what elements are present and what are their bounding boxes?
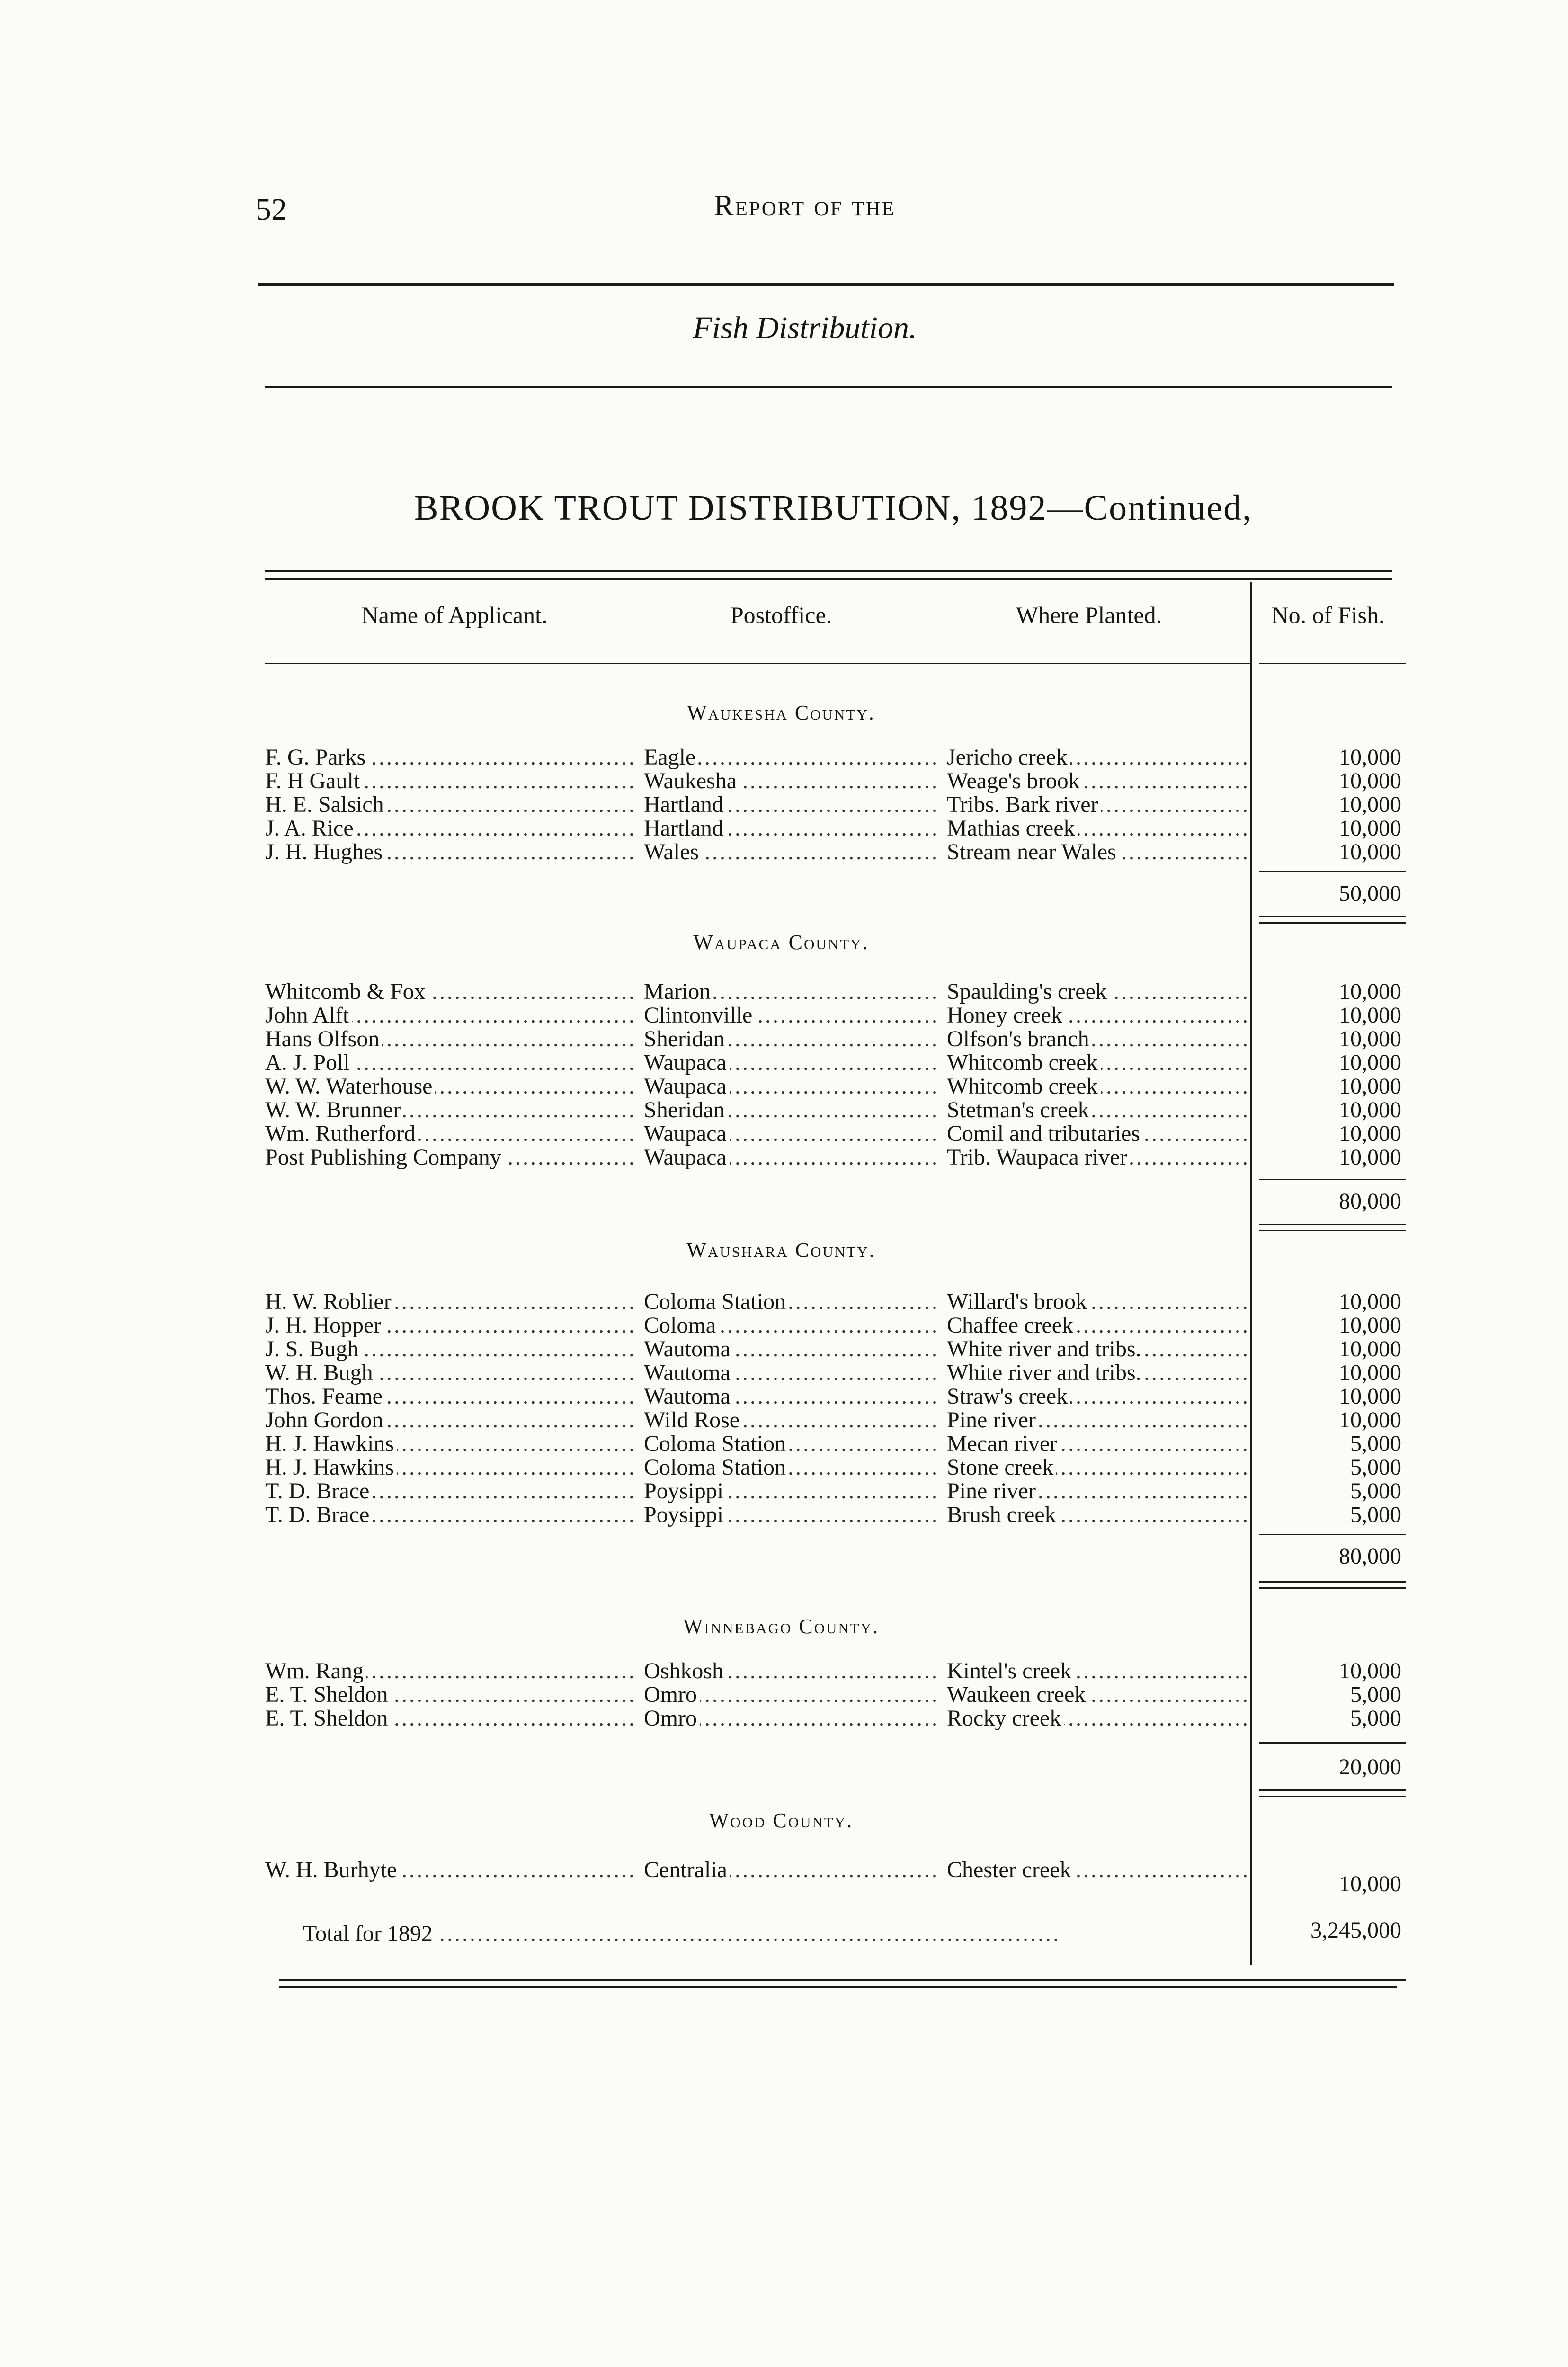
county-subtotal: 80,000 bbox=[1339, 1189, 1401, 1214]
where-planted: Weage's brook bbox=[947, 769, 1083, 793]
fish-count: 10,000 bbox=[1339, 1337, 1401, 1361]
applicant-name: T. D. Brace bbox=[265, 1503, 372, 1527]
where-planted: Whitcomb creek bbox=[947, 1075, 1101, 1098]
where-planted: Mecan river bbox=[947, 1432, 1060, 1456]
fish-count: 10,000 bbox=[1339, 1659, 1401, 1683]
where-planted: Comil and tributaries bbox=[947, 1122, 1143, 1146]
applicant-name: Wm. Rutherford bbox=[265, 1122, 418, 1146]
where-planted: Waukeen creek bbox=[947, 1683, 1088, 1707]
fish-count: 10,000 bbox=[1339, 1146, 1401, 1169]
fish-count: 10,000 bbox=[1339, 980, 1401, 1004]
postoffice: Oshkosh bbox=[644, 1659, 726, 1683]
applicant-name: J. H. Hughes bbox=[265, 840, 385, 864]
applicant-name: J. S. Bugh bbox=[265, 1337, 361, 1361]
column-header-rule-num bbox=[1259, 663, 1406, 664]
header-rule-top bbox=[258, 283, 1394, 286]
applicant-name: W. W. Waterhouse bbox=[265, 1075, 435, 1098]
where-planted: Whitcomb creek bbox=[947, 1051, 1101, 1075]
where-planted: Chester creek bbox=[947, 1858, 1074, 1882]
where-planted: Honey creek bbox=[947, 1004, 1065, 1027]
postoffice: Eagle bbox=[644, 746, 698, 769]
fish-count: 10,000 bbox=[1339, 746, 1401, 769]
postoffice: Omro bbox=[644, 1683, 700, 1707]
where-planted: White river and tribs. bbox=[947, 1361, 1144, 1385]
applicant-name: F. H Gault bbox=[265, 769, 363, 793]
where-planted: Brush creek bbox=[947, 1503, 1059, 1527]
total-label: Total for 1892 bbox=[303, 1922, 436, 1946]
postoffice: Coloma bbox=[644, 1314, 719, 1337]
fish-count: 10,000 bbox=[1339, 1872, 1401, 1896]
fish-count: 10,000 bbox=[1339, 1408, 1401, 1432]
applicant-name: Wm. Rang bbox=[265, 1659, 366, 1683]
applicant-name: W. H. Burhyte bbox=[265, 1858, 400, 1882]
county-heading: Waukesha County. bbox=[687, 701, 875, 724]
applicant-name: J. H. Hopper bbox=[265, 1314, 384, 1337]
postoffice: Wautoma bbox=[644, 1337, 733, 1361]
postoffice: Clintonville bbox=[644, 1004, 755, 1027]
column-header-rule bbox=[265, 663, 1250, 664]
where-planted: Olfson's branch bbox=[947, 1027, 1092, 1051]
total-value: 3,245,000 bbox=[1310, 1918, 1401, 1943]
fish-count: 5,000 bbox=[1350, 1707, 1401, 1730]
applicant-name: E. T. Sheldon bbox=[265, 1707, 391, 1730]
where-planted: Trib. Waupaca river bbox=[947, 1146, 1130, 1169]
postoffice: Sheridan bbox=[644, 1098, 728, 1122]
applicant-name: Thos. Feame bbox=[265, 1385, 385, 1408]
where-planted: Stetman's creek bbox=[947, 1098, 1092, 1122]
where-planted: Kintel's creek bbox=[947, 1659, 1074, 1683]
postoffice: Wales bbox=[644, 840, 702, 864]
fish-count: 5,000 bbox=[1350, 1479, 1401, 1503]
header-rule-bottom bbox=[265, 386, 1392, 388]
postoffice: Waupaca bbox=[644, 1051, 730, 1075]
postoffice: Poysippi bbox=[644, 1479, 726, 1503]
subtotal-double-rule bbox=[1259, 1224, 1406, 1225]
postoffice: Coloma Station bbox=[644, 1456, 789, 1479]
postoffice: Poysippi bbox=[644, 1503, 726, 1527]
where-planted: Mathias creek bbox=[947, 817, 1078, 840]
subtotal-double-rule bbox=[1259, 1789, 1406, 1791]
postoffice: Centralia bbox=[644, 1858, 730, 1882]
column-header-number: No. of Fish. bbox=[1271, 602, 1385, 628]
fish-count: 5,000 bbox=[1350, 1432, 1401, 1456]
where-planted: Rocky creek bbox=[947, 1707, 1064, 1730]
table-rule-top-1 bbox=[265, 570, 1392, 572]
applicant-name: T. D. Brace bbox=[265, 1479, 372, 1503]
subtotal-rule bbox=[1259, 871, 1406, 872]
subtotal-rule bbox=[1259, 1179, 1406, 1180]
applicant-name: John Gordon bbox=[265, 1408, 386, 1432]
postoffice: Coloma Station bbox=[644, 1290, 789, 1314]
subtotal-double-rule bbox=[1259, 1230, 1406, 1231]
county-heading: Winnebago County. bbox=[683, 1615, 880, 1638]
table-rule-bottom-2 bbox=[279, 1986, 1397, 1988]
where-planted: Stream near Wales bbox=[947, 840, 1119, 864]
fish-count: 10,000 bbox=[1339, 1290, 1401, 1314]
fish-count: 10,000 bbox=[1339, 1122, 1401, 1146]
subtotal-double-rule bbox=[1259, 1796, 1406, 1797]
applicant-name: H. W. Roblier bbox=[265, 1290, 394, 1314]
applicant-name: H. J. Hawkins bbox=[265, 1456, 397, 1479]
applicant-name: W. H. Bugh bbox=[265, 1361, 376, 1385]
applicant-name: J. A. Rice bbox=[265, 817, 356, 840]
fish-count: 5,000 bbox=[1350, 1456, 1401, 1479]
subtotal-rule bbox=[1259, 1742, 1406, 1744]
where-planted: Tribs. Bark river bbox=[947, 793, 1101, 817]
county-subtotal: 20,000 bbox=[1339, 1754, 1401, 1780]
applicant-name: E. T. Sheldon bbox=[265, 1683, 391, 1707]
postoffice: Omro bbox=[644, 1707, 700, 1730]
table-title: BROOK TROUT DISTRIBUTION, 1892—Continued, bbox=[414, 488, 1253, 528]
fish-count: 10,000 bbox=[1339, 1098, 1401, 1122]
county-subtotal: 50,000 bbox=[1339, 881, 1401, 906]
table-rule-top-2 bbox=[265, 578, 1392, 580]
column-header-name: Name of Applicant. bbox=[361, 602, 548, 628]
postoffice: Waupaca bbox=[644, 1146, 730, 1169]
where-planted: Spaulding's creek bbox=[947, 980, 1110, 1004]
subtotal-double-rule bbox=[1259, 1587, 1406, 1589]
county-heading: Waupaca County. bbox=[693, 931, 869, 954]
county-heading: Wood County. bbox=[709, 1809, 854, 1832]
applicant-name: W. W. Brunner bbox=[265, 1098, 403, 1122]
postoffice: Marion bbox=[644, 980, 713, 1004]
postoffice: Wautoma bbox=[644, 1385, 733, 1408]
column-header-where-planted: Where Planted. bbox=[1016, 602, 1162, 628]
postoffice: Coloma Station bbox=[644, 1432, 789, 1456]
fish-count: 10,000 bbox=[1339, 1004, 1401, 1027]
fish-count: 10,000 bbox=[1339, 817, 1401, 840]
number-column-separator bbox=[1250, 582, 1252, 1965]
applicant-name: H. J. Hawkins bbox=[265, 1432, 397, 1456]
fish-count: 10,000 bbox=[1339, 1385, 1401, 1408]
subtotal-double-rule bbox=[1259, 916, 1406, 917]
table-rule-bottom-1 bbox=[279, 1979, 1406, 1981]
fish-count: 10,000 bbox=[1339, 1027, 1401, 1051]
county-heading: Waushara County. bbox=[686, 1238, 876, 1262]
where-planted: Willard's brook bbox=[947, 1290, 1090, 1314]
applicant-name: Whitcomb & Fox bbox=[265, 980, 428, 1004]
applicant-name: Hans Olfson bbox=[265, 1027, 382, 1051]
column-header-postoffice: Postoffice. bbox=[730, 602, 832, 628]
applicant-name: Post Publishing Company bbox=[265, 1146, 504, 1169]
postoffice: Hartland bbox=[644, 817, 726, 840]
fish-count: 10,000 bbox=[1339, 840, 1401, 864]
fish-count: 10,000 bbox=[1339, 769, 1401, 793]
applicant-name: H. E. Salsich bbox=[265, 793, 387, 817]
postoffice: Wautoma bbox=[644, 1361, 733, 1385]
fish-count: 10,000 bbox=[1339, 793, 1401, 817]
subtotal-rule bbox=[1259, 1534, 1406, 1535]
applicant-name: John Alft bbox=[265, 1004, 352, 1027]
where-planted: Straw's creek bbox=[947, 1385, 1070, 1408]
applicant-name: F. G. Parks bbox=[265, 746, 368, 769]
fish-count: 10,000 bbox=[1339, 1075, 1401, 1098]
running-head: Report of the bbox=[714, 190, 896, 222]
where-planted: Pine river bbox=[947, 1479, 1039, 1503]
fish-count: 10,000 bbox=[1339, 1051, 1401, 1075]
where-planted: Pine river bbox=[947, 1408, 1039, 1432]
where-planted: Chaffee creek bbox=[947, 1314, 1076, 1337]
section-title: Fish Distribution. bbox=[693, 311, 917, 345]
fish-count: 10,000 bbox=[1339, 1361, 1401, 1385]
fish-count: 10,000 bbox=[1339, 1314, 1401, 1337]
subtotal-double-rule bbox=[1259, 1581, 1406, 1583]
page-number: 52 bbox=[256, 192, 287, 227]
county-subtotal: 80,000 bbox=[1339, 1544, 1401, 1569]
postoffice: Waupaca bbox=[644, 1075, 730, 1098]
postoffice: Sheridan bbox=[644, 1027, 728, 1051]
applicant-name: A. J. Poll bbox=[265, 1051, 353, 1075]
postoffice: Waukesha bbox=[644, 769, 739, 793]
postoffice: Wild Rose bbox=[644, 1408, 742, 1432]
fish-count: 5,000 bbox=[1350, 1503, 1401, 1527]
subtotal-double-rule bbox=[1259, 922, 1406, 924]
postoffice: Hartland bbox=[644, 793, 726, 817]
where-planted: Stone creek bbox=[947, 1456, 1056, 1479]
where-planted: Jericho creek bbox=[947, 746, 1070, 769]
where-planted: White river and tribs. bbox=[947, 1337, 1144, 1361]
postoffice: Waupaca bbox=[644, 1122, 730, 1146]
fish-count: 5,000 bbox=[1350, 1683, 1401, 1707]
